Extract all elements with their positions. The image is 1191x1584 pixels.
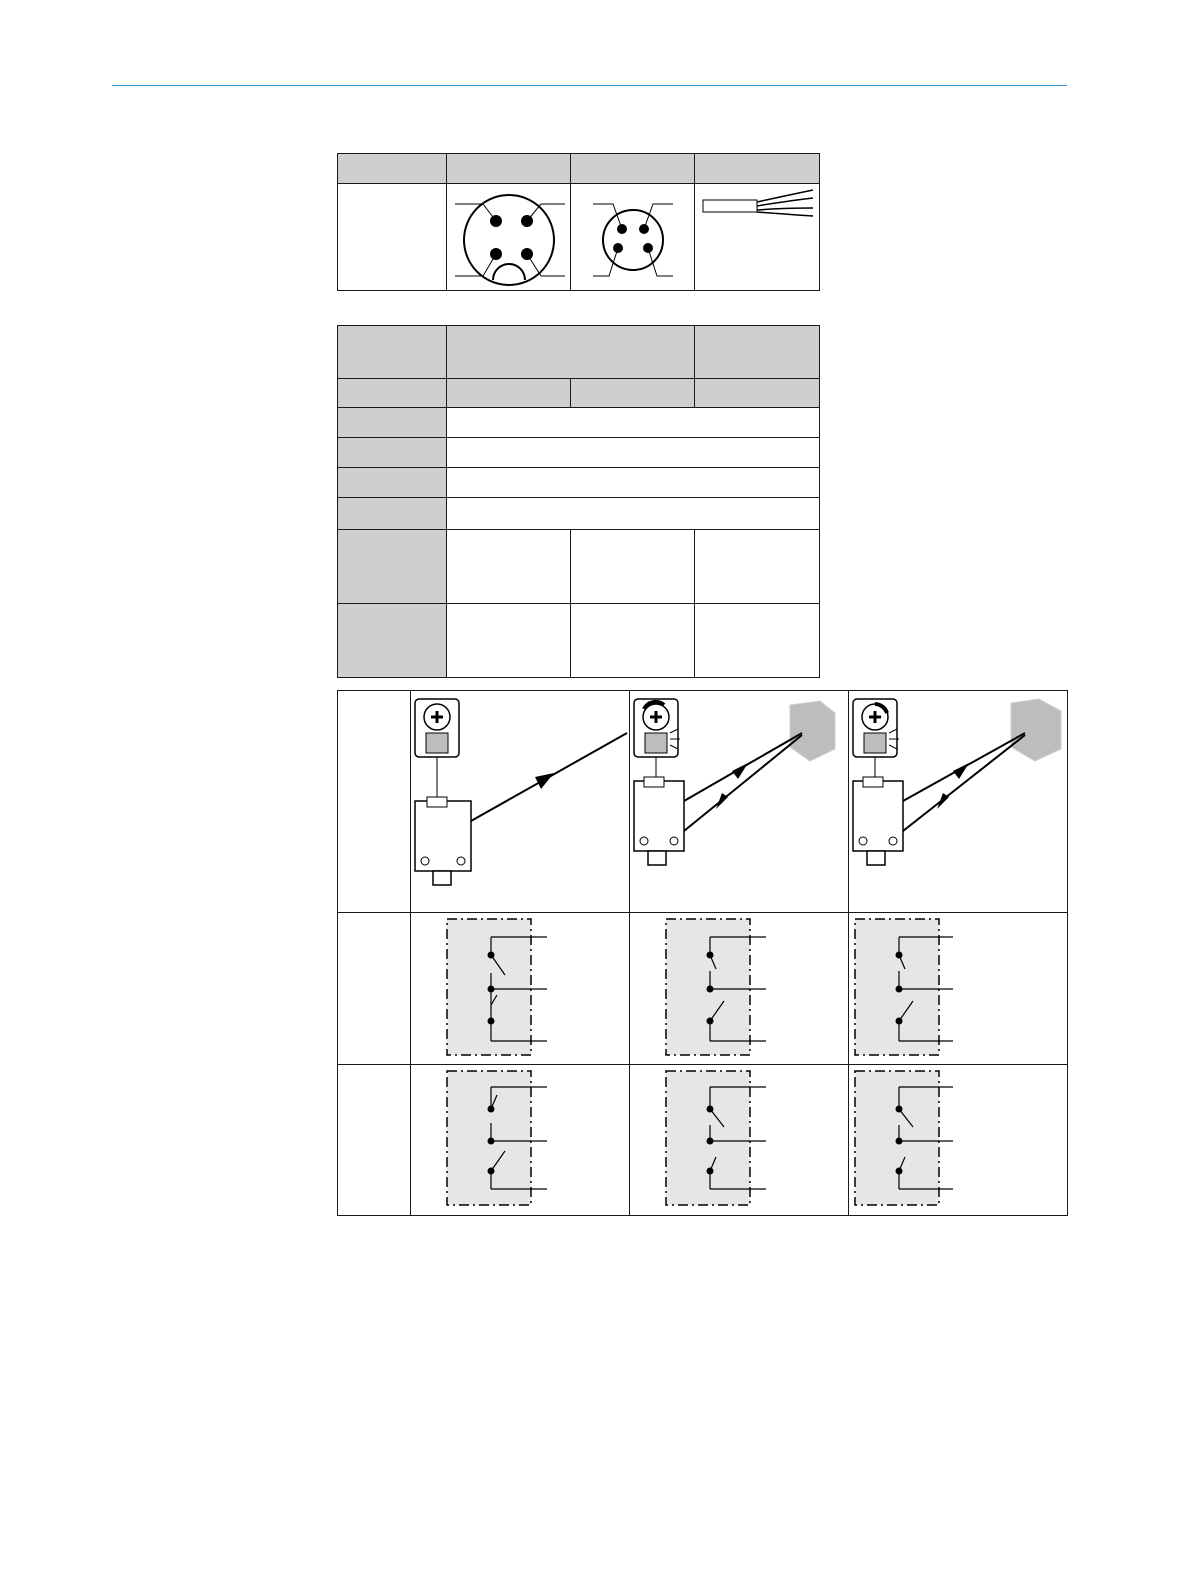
function-table	[337, 690, 1068, 1216]
wiring-row-value	[447, 530, 571, 604]
wiring-row-value	[447, 604, 571, 678]
wiring-row-value	[447, 408, 820, 438]
open-cable-ends-figure	[695, 184, 820, 290]
circuit-cell	[411, 1065, 630, 1216]
wiring-subheader-cell-1	[338, 379, 447, 408]
circuit-cell	[630, 1065, 849, 1216]
wiring-row-label	[338, 498, 447, 530]
sensor-object-detected-figure	[849, 691, 1068, 912]
wiring-row-label	[338, 438, 447, 468]
sensor-object-detected-figure	[630, 691, 849, 912]
sensor-cell-2	[630, 691, 849, 913]
sensor-cell-1	[411, 691, 630, 913]
switch-circuit-figure	[630, 1065, 849, 1215]
m8-connector-cell	[571, 184, 695, 291]
circuit-cell	[630, 913, 849, 1065]
wiring-row-value	[695, 530, 820, 604]
wiring-subheader-cell-3	[571, 379, 695, 408]
m12-connector-cell	[447, 184, 571, 291]
wiring-header-cell-2	[447, 326, 695, 379]
sensor-no-object-figure	[411, 691, 630, 912]
switch-circuit-figure	[411, 1065, 630, 1215]
wiring-subheader-cell-4	[695, 379, 820, 408]
connector-header-cell-3	[571, 154, 695, 184]
wiring-row-label	[338, 468, 447, 498]
circuit-cell	[849, 1065, 1068, 1216]
connector-label-cell	[338, 184, 447, 291]
wiring-row-value	[571, 604, 695, 678]
circuit-cell	[411, 913, 630, 1065]
switch-circuit-figure	[411, 913, 630, 1064]
wiring-row-label	[338, 530, 447, 604]
wiring-row-label	[338, 604, 447, 678]
wiring-row-value	[695, 604, 820, 678]
m12-4pin-connector-figure	[447, 184, 571, 290]
function-row-label	[338, 913, 411, 1065]
wiring-header-cell-3	[695, 326, 820, 379]
m8-4pin-connector-figure	[571, 184, 695, 290]
header-rule	[112, 85, 1067, 86]
circuit-cell	[849, 913, 1068, 1065]
wiring-table	[337, 325, 820, 678]
connector-header-cell-4	[695, 154, 820, 184]
switch-circuit-figure	[849, 913, 1068, 1064]
wiring-row-value	[571, 530, 695, 604]
switch-circuit-figure	[849, 1065, 1068, 1215]
sensor-cell-3	[849, 691, 1068, 913]
wiring-row-value	[447, 498, 820, 530]
wiring-row-value	[447, 468, 820, 498]
function-row-label	[338, 1065, 411, 1216]
wiring-row-value	[447, 438, 820, 468]
wiring-subheader-cell-2	[447, 379, 571, 408]
function-row-label	[338, 691, 411, 913]
open-cable-cell	[695, 184, 820, 291]
wiring-header-cell-1	[338, 326, 447, 379]
wiring-row-label	[338, 408, 447, 438]
connector-header-cell-2	[447, 154, 571, 184]
switch-circuit-figure	[630, 913, 849, 1064]
connector-table	[337, 153, 820, 291]
connector-header-cell-1	[338, 154, 447, 184]
